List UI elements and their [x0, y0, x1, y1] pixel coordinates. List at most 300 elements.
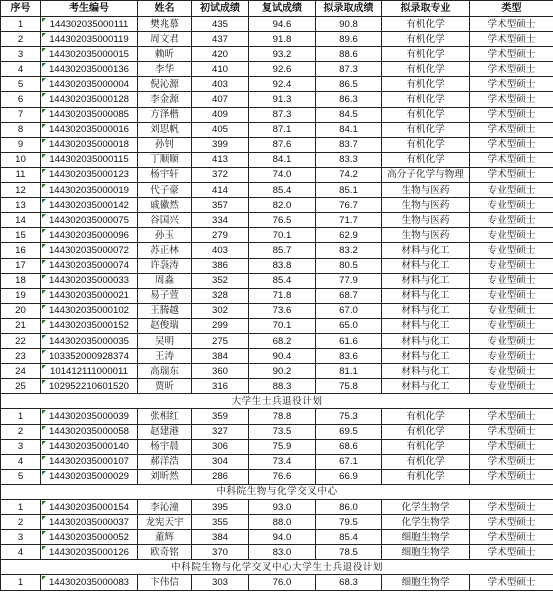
cell-major: 材料与化工 — [382, 318, 470, 333]
cell-seq: 25 — [1, 379, 41, 394]
cell-prelim-score: 328 — [192, 288, 249, 303]
cell-exam-id: 144302035000035 — [41, 333, 138, 348]
cell-prelim-score: 357 — [192, 198, 249, 213]
cell-retest-score: 76.0 — [249, 575, 316, 590]
cell-major: 生物与医药 — [382, 213, 470, 228]
cell-type: 学术型硕士 — [470, 152, 553, 167]
table-row — [1, 167, 553, 182]
cell-type: 专业型硕士 — [470, 288, 553, 303]
cell-type: 专业型硕士 — [470, 349, 553, 364]
cell-type: 学术型硕士 — [470, 122, 553, 137]
table-row — [1, 213, 553, 228]
cell-exam-id: 144302035000016 — [41, 122, 138, 137]
cell-seq: 3 — [1, 47, 41, 62]
cell-seq: 1 — [1, 409, 41, 424]
cell-prelim-score: 386 — [192, 258, 249, 273]
cell-major: 细胞生物学 — [382, 545, 470, 560]
section-title-row — [1, 394, 553, 409]
cell-admission-score: 88.6 — [316, 47, 382, 62]
cell-admission-score: 75.3 — [316, 409, 382, 424]
header-type: 类型 — [470, 1, 553, 17]
cell-prelim-score: 303 — [192, 575, 249, 590]
cell-major: 生物与医药 — [382, 183, 470, 198]
cell-exam-id: 102952210601520 — [41, 379, 138, 394]
cell-major: 材料与化工 — [382, 243, 470, 258]
cell-retest-score: 93.2 — [249, 47, 316, 62]
cell-name: 孙玉 — [138, 228, 192, 243]
cell-retest-score: 92.6 — [249, 62, 316, 77]
cell-name: 许袅涛 — [138, 258, 192, 273]
cell-seq: 3 — [1, 439, 41, 454]
cell-type: 专业型硕士 — [470, 183, 553, 198]
cell-prelim-score: 306 — [192, 439, 249, 454]
cell-type: 学术型硕士 — [470, 409, 553, 424]
cell-seq: 3 — [1, 530, 41, 545]
cell-retest-score: 94.6 — [249, 17, 316, 32]
cell-type: 专业型硕士 — [470, 379, 553, 394]
cell-name: 龙宪天宇 — [138, 515, 192, 530]
cell-retest-score: 73.5 — [249, 424, 316, 439]
cell-prelim-score: 304 — [192, 454, 249, 469]
cell-major: 有机化学 — [382, 107, 470, 122]
cell-admission-score: 65.0 — [316, 318, 382, 333]
cell-exam-id: 144302035000126 — [41, 545, 138, 560]
section-title: 中科院生物与化学交叉中心大学生士兵退役计划 — [1, 560, 553, 575]
cell-prelim-score: 370 — [192, 545, 249, 560]
header-seq: 序号 — [1, 1, 41, 17]
cell-admission-score: 76.7 — [316, 198, 382, 213]
table-row — [1, 364, 553, 379]
cell-name: 董辉 — [138, 530, 192, 545]
cell-prelim-score: 286 — [192, 469, 249, 484]
cell-admission-score: 89.6 — [316, 32, 382, 47]
cell-major: 材料与化工 — [382, 273, 470, 288]
table-row — [1, 137, 553, 152]
cell-seq: 1 — [1, 17, 41, 32]
cell-name: 易子萱 — [138, 288, 192, 303]
cell-admission-score: 87.3 — [316, 62, 382, 77]
cell-type: 学术型硕士 — [470, 17, 553, 32]
cell-name: 孙钊 — [138, 137, 192, 152]
cell-name: 吴明 — [138, 333, 192, 348]
cell-name: 赵建港 — [138, 424, 192, 439]
cell-admission-score: 67.1 — [316, 454, 382, 469]
cell-exam-id: 144302035000052 — [41, 530, 138, 545]
cell-prelim-score: 399 — [192, 137, 249, 152]
cell-retest-score: 91.8 — [249, 32, 316, 47]
cell-major: 材料与化工 — [382, 288, 470, 303]
table-row — [1, 500, 553, 515]
cell-major: 高分子化学与物理 — [382, 167, 470, 182]
header-major: 拟录取专业 — [382, 1, 470, 17]
cell-seq: 5 — [1, 77, 41, 92]
cell-exam-id: 144302035000102 — [41, 303, 138, 318]
table-row — [1, 288, 553, 303]
cell-admission-score: 68.3 — [316, 575, 382, 590]
cell-type: 专业型硕士 — [470, 303, 553, 318]
cell-name: 周淼 — [138, 273, 192, 288]
cell-major: 材料与化工 — [382, 333, 470, 348]
cell-admission-score: 86.5 — [316, 77, 382, 92]
cell-seq: 4 — [1, 454, 41, 469]
cell-retest-score: 88.0 — [249, 515, 316, 530]
cell-retest-score: 78.8 — [249, 409, 316, 424]
cell-type: 学术型硕士 — [470, 530, 553, 545]
cell-name: 杨宇晨 — [138, 439, 192, 454]
table-body — [1, 17, 553, 591]
cell-exam-id: 144302035000085 — [41, 107, 138, 122]
cell-prelim-score: 410 — [192, 62, 249, 77]
cell-type: 学术型硕士 — [470, 32, 553, 47]
cell-name: 樊兆慕 — [138, 17, 192, 32]
cell-name: 王涛 — [138, 349, 192, 364]
cell-seq: 2 — [1, 424, 41, 439]
cell-admission-score: 83.6 — [316, 349, 382, 364]
cell-type: 专业型硕士 — [470, 364, 553, 379]
cell-prelim-score: 409 — [192, 107, 249, 122]
cell-retest-score: 85.4 — [249, 273, 316, 288]
table-row — [1, 107, 553, 122]
cell-exam-id: 144302035000136 — [41, 62, 138, 77]
cell-retest-score: 76.5 — [249, 213, 316, 228]
cell-type: 学术型硕士 — [470, 47, 553, 62]
table-row — [1, 92, 553, 107]
cell-type: 学术型硕士 — [470, 77, 553, 92]
cell-type: 专业型硕士 — [470, 318, 553, 333]
cell-exam-id: 144302035000083 — [41, 575, 138, 590]
table-row — [1, 575, 553, 590]
cell-name: 欧奇铭 — [138, 545, 192, 560]
cell-name: 贾昕 — [138, 379, 192, 394]
section-title-row — [1, 560, 553, 575]
cell-type: 专业型硕士 — [470, 243, 553, 258]
table-row — [1, 228, 553, 243]
cell-retest-score: 70.1 — [249, 228, 316, 243]
cell-exam-id: 144302035000039 — [41, 409, 138, 424]
cell-seq: 7 — [1, 107, 41, 122]
cell-type: 学术型硕士 — [470, 167, 553, 182]
header-retest-score: 复试成绩 — [249, 1, 316, 17]
cell-retest-score: 83.0 — [249, 545, 316, 560]
header-exam-id: 考生编号 — [41, 1, 138, 17]
cell-exam-id: 144302035000128 — [41, 92, 138, 107]
cell-seq: 18 — [1, 273, 41, 288]
cell-prelim-score: 403 — [192, 77, 249, 92]
cell-exam-id: 144302035000015 — [41, 47, 138, 62]
cell-seq: 14 — [1, 213, 41, 228]
cell-exam-id: 144302035000142 — [41, 198, 138, 213]
cell-major: 有机化学 — [382, 32, 470, 47]
table-row — [1, 379, 553, 394]
cell-admission-score: 81.1 — [316, 364, 382, 379]
cell-type: 专业型硕士 — [470, 213, 553, 228]
cell-retest-score: 73.6 — [249, 303, 316, 318]
cell-exam-id: 144302035000019 — [41, 183, 138, 198]
cell-name: 刘昕然 — [138, 469, 192, 484]
cell-prelim-score: 299 — [192, 318, 249, 333]
cell-name: 戚徽然 — [138, 198, 192, 213]
cell-name: 倪沁源 — [138, 77, 192, 92]
cell-name: 丁顺顺 — [138, 152, 192, 167]
cell-seq: 1 — [1, 500, 41, 515]
cell-admission-score: 84.1 — [316, 122, 382, 137]
cell-major: 化学生物学 — [382, 515, 470, 530]
cell-prelim-score: 437 — [192, 32, 249, 47]
cell-seq: 23 — [1, 349, 41, 364]
cell-admission-score: 74.2 — [316, 167, 382, 182]
cell-seq: 24 — [1, 364, 41, 379]
table-row — [1, 349, 553, 364]
cell-seq: 11 — [1, 167, 41, 182]
cell-exam-id: 101412111000011 — [41, 364, 138, 379]
cell-admission-score: 68.7 — [316, 288, 382, 303]
cell-major: 材料与化工 — [382, 349, 470, 364]
cell-admission-score: 62.9 — [316, 228, 382, 243]
cell-retest-score: 73.4 — [249, 454, 316, 469]
cell-admission-score: 66.9 — [316, 469, 382, 484]
cell-name: 谷国兴 — [138, 213, 192, 228]
header-admission-score: 拟录取成绩 — [316, 1, 382, 17]
cell-admission-score: 86.0 — [316, 500, 382, 515]
cell-retest-score: 93.0 — [249, 500, 316, 515]
cell-exam-id: 144302035000072 — [41, 243, 138, 258]
cell-prelim-score: 413 — [192, 152, 249, 167]
cell-major: 材料与化工 — [382, 258, 470, 273]
cell-major: 有机化学 — [382, 424, 470, 439]
cell-admission-score: 79.5 — [316, 515, 382, 530]
cell-exam-id: 144302035000021 — [41, 288, 138, 303]
cell-exam-id: 144302035000154 — [41, 500, 138, 515]
cell-major: 有机化学 — [382, 122, 470, 137]
cell-exam-id: 144302035000140 — [41, 439, 138, 454]
cell-prelim-score: 414 — [192, 183, 249, 198]
header-row — [1, 1, 553, 17]
cell-exam-id: 144302035000123 — [41, 167, 138, 182]
cell-retest-score: 85.7 — [249, 243, 316, 258]
cell-type: 学术型硕士 — [470, 500, 553, 515]
cell-admission-score: 83.7 — [316, 137, 382, 152]
cell-prelim-score: 405 — [192, 122, 249, 137]
cell-retest-score: 90.4 — [249, 349, 316, 364]
cell-prelim-score: 435 — [192, 17, 249, 32]
cell-admission-score: 75.8 — [316, 379, 382, 394]
cell-major: 材料与化工 — [382, 379, 470, 394]
cell-major: 有机化学 — [382, 469, 470, 484]
cell-exam-id: 144302035000004 — [41, 77, 138, 92]
cell-seq: 20 — [1, 303, 41, 318]
cell-prelim-score: 372 — [192, 167, 249, 182]
cell-retest-score: 75.9 — [249, 439, 316, 454]
section-title-row — [1, 484, 553, 499]
cell-seq: 12 — [1, 183, 41, 198]
table-row — [1, 77, 553, 92]
table-row — [1, 47, 553, 62]
cell-exam-id: 144302035000111 — [41, 17, 138, 32]
cell-seq: 19 — [1, 288, 41, 303]
cell-retest-score: 68.2 — [249, 333, 316, 348]
cell-retest-score: 87.1 — [249, 122, 316, 137]
cell-retest-score: 88.3 — [249, 379, 316, 394]
cell-type: 学术型硕士 — [470, 469, 553, 484]
cell-retest-score: 87.3 — [249, 107, 316, 122]
cell-retest-score: 83.8 — [249, 258, 316, 273]
cell-prelim-score: 275 — [192, 333, 249, 348]
cell-exam-id: 144302035000074 — [41, 258, 138, 273]
cell-seq: 13 — [1, 198, 41, 213]
cell-retest-score: 91.3 — [249, 92, 316, 107]
cell-prelim-score: 352 — [192, 273, 249, 288]
cell-major: 有机化学 — [382, 409, 470, 424]
table-row — [1, 469, 553, 484]
cell-exam-id: 144302035000119 — [41, 32, 138, 47]
cell-major: 化学生物学 — [382, 500, 470, 515]
cell-type: 学术型硕士 — [470, 62, 553, 77]
cell-prelim-score: 327 — [192, 424, 249, 439]
cell-type: 学术型硕士 — [470, 92, 553, 107]
cell-major: 生物与医药 — [382, 198, 470, 213]
cell-exam-id: 144302035000037 — [41, 515, 138, 530]
cell-admission-score: 80.5 — [316, 258, 382, 273]
cell-type: 专业型硕士 — [470, 228, 553, 243]
cell-prelim-score: 403 — [192, 243, 249, 258]
table-row — [1, 303, 553, 318]
cell-admission-score: 83.3 — [316, 152, 382, 167]
table-row — [1, 152, 553, 167]
cell-name: 王腾越 — [138, 303, 192, 318]
cell-name: 李华 — [138, 62, 192, 77]
cell-exam-id: 144302035000033 — [41, 273, 138, 288]
table-row — [1, 198, 553, 213]
cell-exam-id: 144302035000096 — [41, 228, 138, 243]
cell-admission-score: 90.8 — [316, 17, 382, 32]
cell-seq: 2 — [1, 32, 41, 47]
table-row — [1, 32, 553, 47]
cell-seq: 16 — [1, 243, 41, 258]
cell-exam-id: 144302035000152 — [41, 318, 138, 333]
cell-prelim-score: 316 — [192, 379, 249, 394]
cell-type: 学术型硕士 — [470, 424, 553, 439]
cell-seq: 1 — [1, 575, 41, 590]
cell-prelim-score: 420 — [192, 47, 249, 62]
table-row — [1, 454, 553, 469]
cell-admission-score: 84.5 — [316, 107, 382, 122]
cell-name: 刘思帆 — [138, 122, 192, 137]
cell-admission-score: 86.3 — [316, 92, 382, 107]
cell-major: 细胞生物学 — [382, 530, 470, 545]
cell-retest-score: 82.0 — [249, 198, 316, 213]
cell-prelim-score: 360 — [192, 364, 249, 379]
cell-type: 学术型硕士 — [470, 107, 553, 122]
cell-retest-score: 92.4 — [249, 77, 316, 92]
cell-name: 代子豪 — [138, 183, 192, 198]
cell-retest-score: 84.1 — [249, 152, 316, 167]
cell-retest-score: 70.1 — [249, 318, 316, 333]
cell-exam-id: 144302035000075 — [41, 213, 138, 228]
cell-admission-score: 71.7 — [316, 213, 382, 228]
table-row — [1, 424, 553, 439]
cell-type: 学术型硕士 — [470, 515, 553, 530]
cell-admission-score: 68.6 — [316, 439, 382, 454]
cell-major: 有机化学 — [382, 439, 470, 454]
cell-name: 赵俊瑞 — [138, 318, 192, 333]
cell-name: 卞伟信 — [138, 575, 192, 590]
cell-seq: 6 — [1, 92, 41, 107]
cell-admission-score: 67.0 — [316, 303, 382, 318]
cell-name: 周文君 — [138, 32, 192, 47]
cell-admission-score: 85.4 — [316, 530, 382, 545]
cell-type: 专业型硕士 — [470, 273, 553, 288]
cell-name: 苏正林 — [138, 243, 192, 258]
cell-retest-score: 94.0 — [249, 530, 316, 545]
header-prelim-score: 初试成绩 — [192, 1, 249, 17]
cell-exam-id: 144302035000058 — [41, 424, 138, 439]
cell-prelim-score: 407 — [192, 92, 249, 107]
cell-retest-score: 90.2 — [249, 364, 316, 379]
cell-type: 学术型硕士 — [470, 545, 553, 560]
cell-type: 学术型硕士 — [470, 575, 553, 590]
cell-type: 专业型硕士 — [470, 198, 553, 213]
table-row — [1, 62, 553, 77]
cell-major: 有机化学 — [382, 92, 470, 107]
cell-major: 有机化学 — [382, 62, 470, 77]
cell-seq: 17 — [1, 258, 41, 273]
cell-major: 材料与化工 — [382, 303, 470, 318]
cell-retest-score: 76.6 — [249, 469, 316, 484]
cell-admission-score: 61.6 — [316, 333, 382, 348]
cell-name: 赖昕 — [138, 47, 192, 62]
table-row — [1, 333, 553, 348]
cell-seq: 4 — [1, 62, 41, 77]
table-row — [1, 273, 553, 288]
cell-major: 有机化学 — [382, 454, 470, 469]
cell-name: 杨宇轩 — [138, 167, 192, 182]
cell-name: 高瑞东 — [138, 364, 192, 379]
cell-admission-score: 85.1 — [316, 183, 382, 198]
section-title: 中科院生物与化学交叉中心 — [1, 484, 553, 499]
cell-retest-score: 71.8 — [249, 288, 316, 303]
cell-prelim-score: 384 — [192, 530, 249, 545]
cell-type: 专业型硕士 — [470, 333, 553, 348]
cell-prelim-score: 279 — [192, 228, 249, 243]
cell-name: 李金源 — [138, 92, 192, 107]
cell-name: 张相红 — [138, 409, 192, 424]
cell-seq: 22 — [1, 333, 41, 348]
cell-exam-id: 144302035000018 — [41, 137, 138, 152]
cell-admission-score: 83.2 — [316, 243, 382, 258]
table-row — [1, 243, 553, 258]
cell-seq: 9 — [1, 137, 41, 152]
cell-retest-score: 85.4 — [249, 183, 316, 198]
cell-major: 细胞生物学 — [382, 575, 470, 590]
cell-admission-score: 77.9 — [316, 273, 382, 288]
cell-seq: 5 — [1, 469, 41, 484]
cell-prelim-score: 334 — [192, 213, 249, 228]
cell-prelim-score: 302 — [192, 303, 249, 318]
cell-exam-id: 144302035000029 — [41, 469, 138, 484]
cell-major: 有机化学 — [382, 152, 470, 167]
cell-seq: 10 — [1, 152, 41, 167]
cell-name: 郝洋浩 — [138, 454, 192, 469]
cell-admission-score: 78.5 — [316, 545, 382, 560]
section-title: 大学生士兵退役计划 — [1, 394, 553, 409]
cell-seq: 4 — [1, 545, 41, 560]
table-row — [1, 545, 553, 560]
cell-major: 有机化学 — [382, 47, 470, 62]
cell-major: 有机化学 — [382, 77, 470, 92]
cell-seq: 8 — [1, 122, 41, 137]
cell-retest-score: 87.6 — [249, 137, 316, 152]
cell-major: 有机化学 — [382, 17, 470, 32]
